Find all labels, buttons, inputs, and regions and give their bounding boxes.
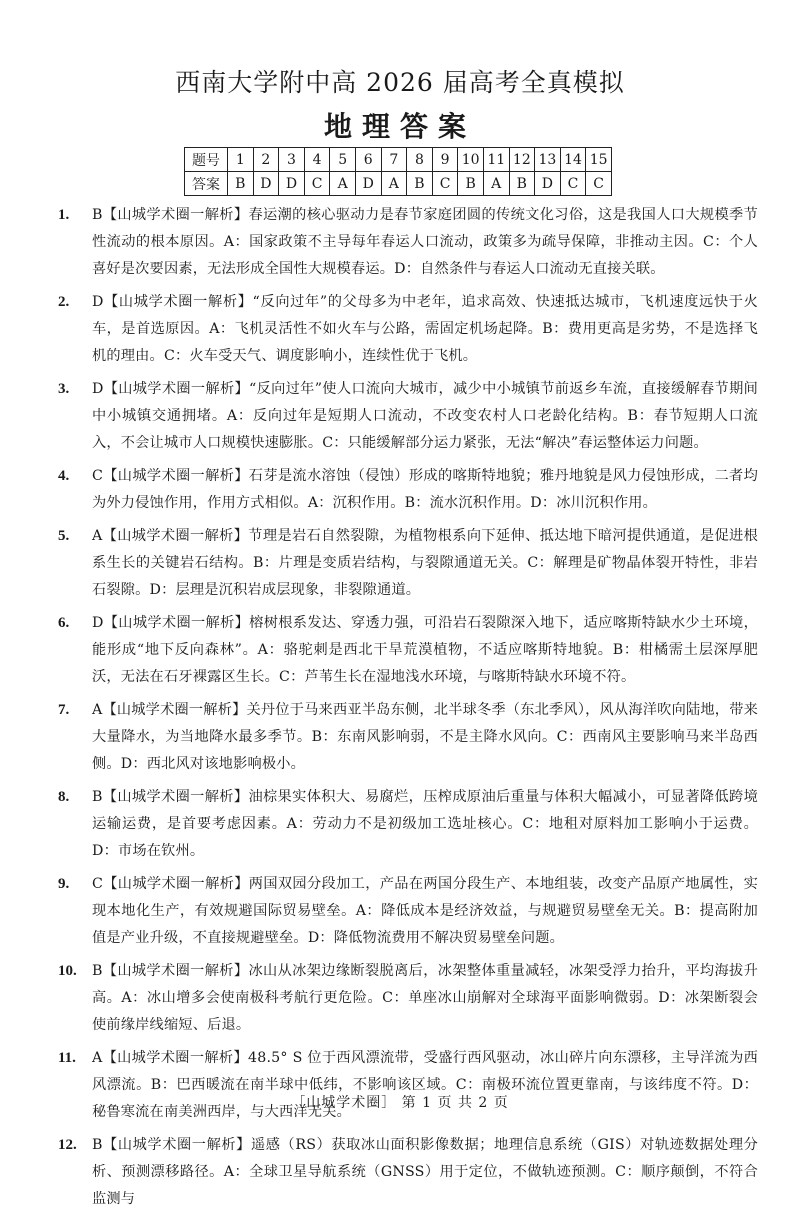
answer-cell: B xyxy=(509,172,535,196)
explanation-number: 11. xyxy=(58,1050,76,1066)
explanation-item xyxy=(58,463,758,517)
explanation-number: 12. xyxy=(58,1137,77,1153)
explanation-number: 8. xyxy=(58,789,70,805)
answer-cell: B xyxy=(458,172,484,196)
answer-cell: A xyxy=(330,172,356,196)
answer-table-header-answer: 答案 xyxy=(185,172,228,196)
question-number-cell: 5 xyxy=(330,148,356,172)
answer-cell: D xyxy=(535,172,561,196)
explanation-text: A【山城学术圈一解析】节理是岩石自然裂隙，为植物根系向下延伸、抵达地下暗河提供通道，是促进根系生长的关键岩石结构。B：片理是变质岩结构，与裂隙通道无关。C：解理是矿物晶体裂开特性，非岩石裂隙。D：层理是沉积岩成层现象，非裂隙通道。 xyxy=(92,528,758,598)
explanation-item xyxy=(58,1045,758,1126)
question-number-cell: 2 xyxy=(253,148,279,172)
answer-cell: A xyxy=(483,172,509,196)
question-number-cell: 3 xyxy=(279,148,305,172)
answer-table-answer-row xyxy=(185,172,612,196)
explanation-text: B【山城学术圈一解析】春运潮的核心驱动力是春节家庭团圆的传统文化习俗，这是我国人口大规模季节性流动的根本原因。A：国家政策不主导每年春运人口流动，政策多为疏导保障，非推动主因。C：个人喜好是次要因素，无法形成全国性大规模春运。D：自然条件与春运人口流动无直接关联。 xyxy=(92,207,758,277)
explanation-item xyxy=(58,376,758,457)
explanation-item xyxy=(58,871,758,952)
question-number-cell: 8 xyxy=(407,148,433,172)
explanation-number: 2. xyxy=(58,294,70,310)
explanation-item xyxy=(58,523,758,604)
explanation-number: 9. xyxy=(58,876,70,892)
explanation-text: A【山城学术圈一解析】48.5° S 位于西风漂流带，受盛行西风驱动，冰山碎片向东漂移，主导洋流为西风漂流。B：巴西暖流在南半球中低纬，不影响该区域。C：南极环流位置更靠南，与该纬度不符。D：秘鲁寒流在南美洲西岸，与大西洋无关。 xyxy=(92,1050,758,1120)
explanation-text: C【山城学术圈一解析】石芽是流水溶蚀（侵蚀）形成的喀斯特地貌；雅丹地貌是风力侵蚀形成，二者均为外力侵蚀作用，作用方式相似。A：沉积作用。B：流水沉积作用。D：冰川沉积作用。 xyxy=(92,468,758,511)
explanation-text: D【山城学术圈一解析】“反向过年”的父母多为中老年，追求高效、快速抵达城市，飞机速度远快于火车，是首选原因。A：飞机灵活性不如火车与公路，需固定机场起降。B：费用更高是劣势，不是选择飞机的理由。C：火车受天气、调度影响小，连续性优于飞机。 xyxy=(92,294,758,364)
explanation-item xyxy=(58,289,758,370)
question-number-cell: 6 xyxy=(355,148,381,172)
explanation-item xyxy=(58,697,758,778)
page-footer: ［山城学术圈］ 第 1 页 共 2 页 xyxy=(291,1095,509,1111)
explanation-text: B【山城学术圈一解析】冰山从冰架边缘断裂脱离后，冰架整体重量减轻，冰架受浮力抬升，平均海拔升高。A：冰山增多会使南极科考航行更危险。C：单座冰山崩解对全球海平面影响微弱。D：冰架断裂会使前缘岸线缩短、后退。 xyxy=(92,963,758,1033)
question-list xyxy=(58,202,758,1219)
answer-cell: B xyxy=(407,172,433,196)
explanation-text: C【山城学术圈一解析】两国双园分段加工，产品在两国分段生产、本地组装，改变产品原产地属性，实现本地化生产，有效规避国际贸易壁垒。A：降低成本是经济效益，与规避贸易壁垒无关。B：提高附加值是产业升级，不直接规避壁垒。D：降低物流费用不解决贸易壁垒问题。 xyxy=(92,876,758,946)
answer-cell: C xyxy=(304,172,330,196)
answer-table-number-row xyxy=(185,148,612,172)
explanation-text: B【山城学术圈一解析】遥感（RS）获取冰山面积影像数据；地理信息系统（GIS）对轨迹数据处理分析、预测漂移路径。A：全球卫星导航系统（GNSS）用于定位，不做轨迹预测。C：顺序颠倒，不符合监测与 xyxy=(92,1137,758,1207)
question-number-cell: 10 xyxy=(458,148,484,172)
explanation-number: 3. xyxy=(58,381,70,397)
answer-cell: D xyxy=(279,172,305,196)
explanation-text: D【山城学术圈一解析】“反向过年”使人口流向大城市，减少中小城镇节前返乡车流，直接缓解春节期间中小城镇交通拥堵。A：反向过年是短期人口流动，不改变农村人口老龄化结构。B：春节短期人口流入，不会让城市人口规模快速膨胀。C：只能缓解部分运力紧张，无法“解决”春运整体运力问题。 xyxy=(92,381,758,451)
answer-cell: D xyxy=(253,172,279,196)
answer-cell: C xyxy=(560,172,586,196)
explanation-number: 10. xyxy=(58,963,77,979)
answer-cell: D xyxy=(355,172,381,196)
question-number-cell: 14 xyxy=(560,148,586,172)
question-number-cell: 7 xyxy=(381,148,407,172)
question-number-cell: 11 xyxy=(483,148,509,172)
explanation-number: 4. xyxy=(58,468,70,484)
question-number-cell: 9 xyxy=(432,148,458,172)
page-subtitle: 地理答案 xyxy=(323,110,476,143)
explanation-item xyxy=(58,784,758,865)
explanation-number: 5. xyxy=(58,528,70,544)
explanation-number: 1. xyxy=(58,207,70,223)
answer-table xyxy=(184,147,612,196)
explanation-text: B【山城学术圈一解析】油棕果实体积大、易腐烂，压榨成原油后重量与体积大幅减小，可显著降低跨境运输运费，是首要考虑因素。A：劳动力不是初级加工选址核心。C：地租对原料加工影响小于运费。D：市场在钦州。 xyxy=(92,789,758,859)
question-number-cell: 12 xyxy=(509,148,535,172)
question-number-cell: 1 xyxy=(228,148,254,172)
explanation-item xyxy=(58,958,758,1039)
explanation-text: A【山城学术圈一解析】关丹位于马来西亚半岛东侧，北半球冬季（东北季风），风从海洋吹向陆地，带来大量降水，为当地降水最多季节。B：东南风影响弱，不是主降水风向。C：西南风主要影响马来半岛西侧。D：西北风对该地影响极小。 xyxy=(92,702,758,772)
explanation-number: 7. xyxy=(58,702,70,718)
question-number-cell: 4 xyxy=(304,148,330,172)
question-number-cell: 15 xyxy=(586,148,612,172)
question-number-cell: 13 xyxy=(535,148,561,172)
explanation-item xyxy=(58,610,758,691)
explanation-item xyxy=(58,1132,758,1213)
explanation-item xyxy=(58,202,758,283)
page-title: 西南大学附中高 2026 届高考全真模拟 xyxy=(175,68,625,97)
answer-cell: C xyxy=(432,172,458,196)
answer-cell: A xyxy=(381,172,407,196)
answer-table-header-number: 题号 xyxy=(185,148,228,172)
explanation-number: 6. xyxy=(58,615,70,631)
answer-cell: C xyxy=(586,172,612,196)
answer-cell: B xyxy=(228,172,254,196)
explanation-text: D【山城学术圈一解析】榕树根系发达、穿透力强，可沿岩石裂隙深入地下，适应喀斯特缺水少土环境，能形成“地下反向森林”。A：骆驼刺是西北干旱荒漠植物，不适应喀斯特地貌。B：柑橘需土层深厚肥沃，无法在石牙裸露区生长。C：芦苇生长在湿地浅水环境，与喀斯特缺水环境不符。 xyxy=(92,615,758,685)
